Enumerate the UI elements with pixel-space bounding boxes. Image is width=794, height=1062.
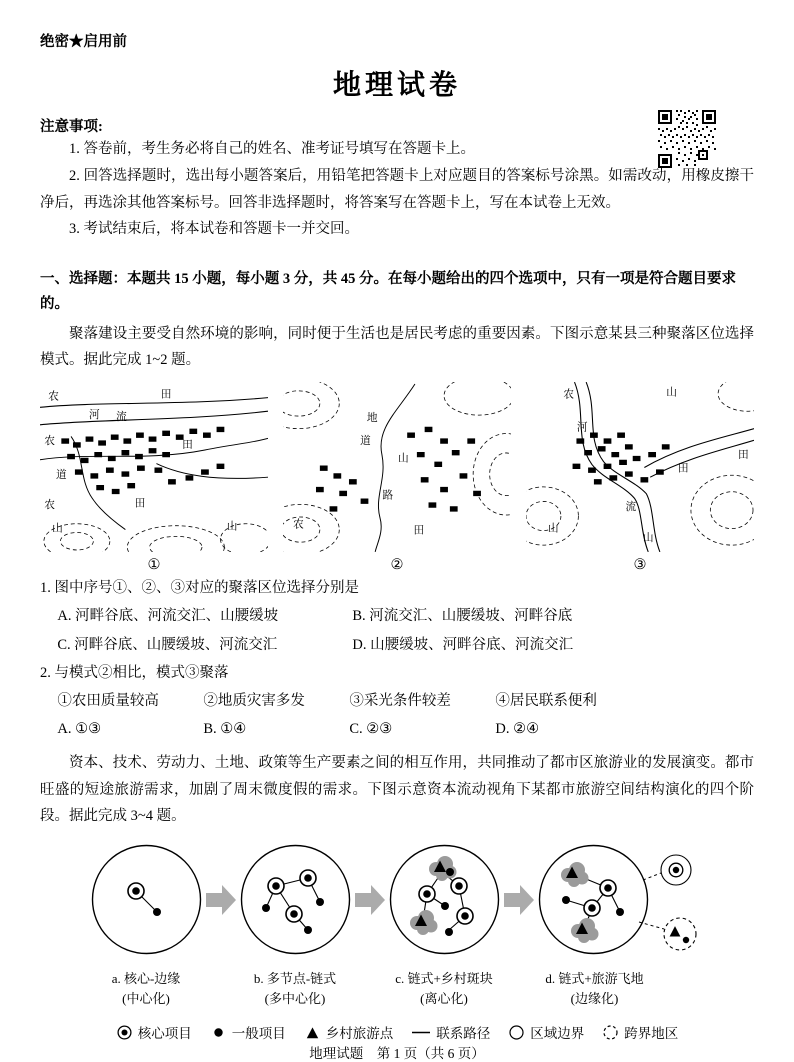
stage-d <box>536 842 706 1008</box>
village-buildings <box>573 433 670 485</box>
map-label: 山 <box>547 522 559 535</box>
stage-a <box>89 842 204 1008</box>
map-label: 山 <box>642 532 654 545</box>
page-footer: 地理试题 第 1 页（共 6 页） <box>309 1046 485 1062</box>
legend-rural-tourism: 乡村旅游点 <box>304 1022 394 1042</box>
passage-1: 聚落建设主要受自然环境的影响，同时便于生活也是居民考虑的重要因素。下图示意某县三种聚落区位选择模式。据此完成 1~2 题。 <box>40 325 754 369</box>
village-buildings <box>316 427 481 512</box>
map-label: 山 <box>226 520 238 533</box>
stage-c-diagram <box>387 842 502 960</box>
map-label: 田 <box>677 462 689 475</box>
map-label: 农 <box>48 390 59 403</box>
map-label: 田 <box>134 497 146 510</box>
option-c: C. 河畔谷底、山腰缓坡、河流交汇 <box>57 636 278 653</box>
legend-cross-border: 跨界地区 <box>602 1022 678 1042</box>
map-label: 山 <box>666 386 677 399</box>
subitem-4: ④居民联系便利 <box>495 693 597 710</box>
option-b: B. ①④ <box>203 721 247 738</box>
map-3-drawing <box>526 382 754 552</box>
qr-code <box>658 110 716 168</box>
map-label: 地 <box>366 412 378 425</box>
notice-item: 2. 回答选择题时，选出每小题答案后，用铅笔把答题卡上对应题目的答案标号涂黑。如需改动，用橡皮擦干净后，再选涂其他答案标号。回答非选择题时，将答案写在答题卡上，写在本试卷上无效。 <box>40 167 754 211</box>
map-label: 道 <box>360 435 371 448</box>
map-label: 农 <box>563 388 575 401</box>
region-boundary-icon <box>508 1024 525 1041</box>
map-label: 田 <box>737 448 749 461</box>
general-project-icon <box>210 1024 227 1041</box>
map-1-caption: ① <box>147 557 161 574</box>
map-label: 农 <box>293 518 304 531</box>
map-1-drawing <box>40 382 268 552</box>
stage-a-diagram <box>89 842 204 960</box>
option-d: D. 山腰缓坡、河畔谷底、河流交汇 <box>352 636 574 653</box>
map-label: 田 <box>160 388 172 401</box>
secrecy-label: 绝密★启用前 <box>40 34 127 50</box>
map-2-drawing <box>283 382 511 552</box>
option-c: C. ②③ <box>349 721 393 738</box>
question-2-stem: 2. 与模式②相比，模式③聚落 <box>40 664 229 681</box>
legend-core-project: 核心项目 <box>116 1022 192 1042</box>
arrow-icon <box>204 880 238 920</box>
map-label: 山 <box>397 452 409 465</box>
map-label: 河 <box>88 409 100 422</box>
figure-legend <box>40 1022 754 1042</box>
question-2-options <box>40 715 754 743</box>
legend-link-path: 联系路径 <box>411 1022 490 1042</box>
tourism-evolution-figure <box>40 842 754 1008</box>
option-d: D. ②④ <box>495 721 540 738</box>
passage-2: 资本、技术、劳动力、土地、政策等生产要素之间的相互作用，共同推动了都市区旅游业的发展演变。都市旺盛的短途旅游需求，加剧了周末微度假的需求。下图示意资本流动视角下某都市旅游空间结构演化的四个阶段。据此完成 3~4 题。 <box>40 754 754 825</box>
arrow-icon <box>502 880 536 920</box>
arrow-icon <box>353 880 387 920</box>
cross-border-region <box>664 918 696 950</box>
core-project-icon <box>116 1024 133 1041</box>
map-label: 路 <box>382 489 394 502</box>
rural-tourism-icon <box>304 1024 321 1041</box>
stage-b-caption: b. 多节点-链式 (多中心化) <box>253 971 337 1006</box>
stage-a-caption: a. 核心-边缘 (中心化) <box>111 971 181 1006</box>
stage-c-caption: c. 链式+乡村斑块 (离心化) <box>395 971 493 1006</box>
subitem-2: ②地质灾害多发 <box>203 693 305 710</box>
stage-b <box>238 842 353 1008</box>
stage-d-caption: d. 链式+旅游飞地 (边缘化) <box>545 971 644 1006</box>
question-2-subitems <box>40 687 754 715</box>
subitem-3: ③采光条件较差 <box>349 693 451 710</box>
map-2-caption: ② <box>390 557 404 574</box>
section-heading: 一、选择题：本题共 15 小题，每小题 3 分，共 45 分。在每小题给出的四个选项中，只有一项是符合题目要求的。 <box>40 271 736 312</box>
map-label: 河 <box>576 421 588 434</box>
map-label: 田 <box>182 439 193 452</box>
map-label: 道 <box>56 469 67 482</box>
stage-d-diagram <box>536 842 706 960</box>
notice-item: 3. 考试结束后，将本试卷和答题卡一并交回。 <box>69 221 359 238</box>
option-a: A. 河畔谷底、河流交汇、山腰缓坡 <box>57 608 279 625</box>
map-label: 农 <box>44 435 56 448</box>
question-1-options <box>40 602 754 659</box>
question-1-stem: 1. 图中序号①、②、③对应的聚落区位选择分别是 <box>40 580 359 597</box>
stage-c <box>387 842 502 1008</box>
map-label: 田 <box>413 524 425 537</box>
option-b: B. 河流交汇、山腰缓坡、河畔谷底 <box>352 608 573 625</box>
settlement-maps-figure <box>40 382 754 574</box>
notice-title: 注意事项: <box>40 119 103 135</box>
map-2 <box>283 382 511 574</box>
notice-item: 1. 答卷前，考生务必将自己的姓名、准考证号填写在答题卡上。 <box>69 141 475 157</box>
legend-general-project: 一般项目 <box>210 1022 286 1042</box>
map-1 <box>40 382 268 574</box>
stage-b-diagram <box>238 842 353 960</box>
option-a: A. ①③ <box>57 721 102 738</box>
map-label: 山 <box>52 522 63 535</box>
map-3 <box>526 382 754 574</box>
subitem-1: ①农田质量较高 <box>57 693 159 710</box>
map-label: 流 <box>116 411 127 424</box>
page-title: 地理试卷 <box>332 70 461 101</box>
cross-border-icon <box>602 1024 619 1041</box>
map-label: 农 <box>44 499 56 512</box>
map-3-caption: ③ <box>633 557 647 574</box>
legend-region-boundary: 区域边界 <box>508 1022 584 1042</box>
map-label: 流 <box>625 501 637 514</box>
link-path-icon <box>411 1024 431 1041</box>
